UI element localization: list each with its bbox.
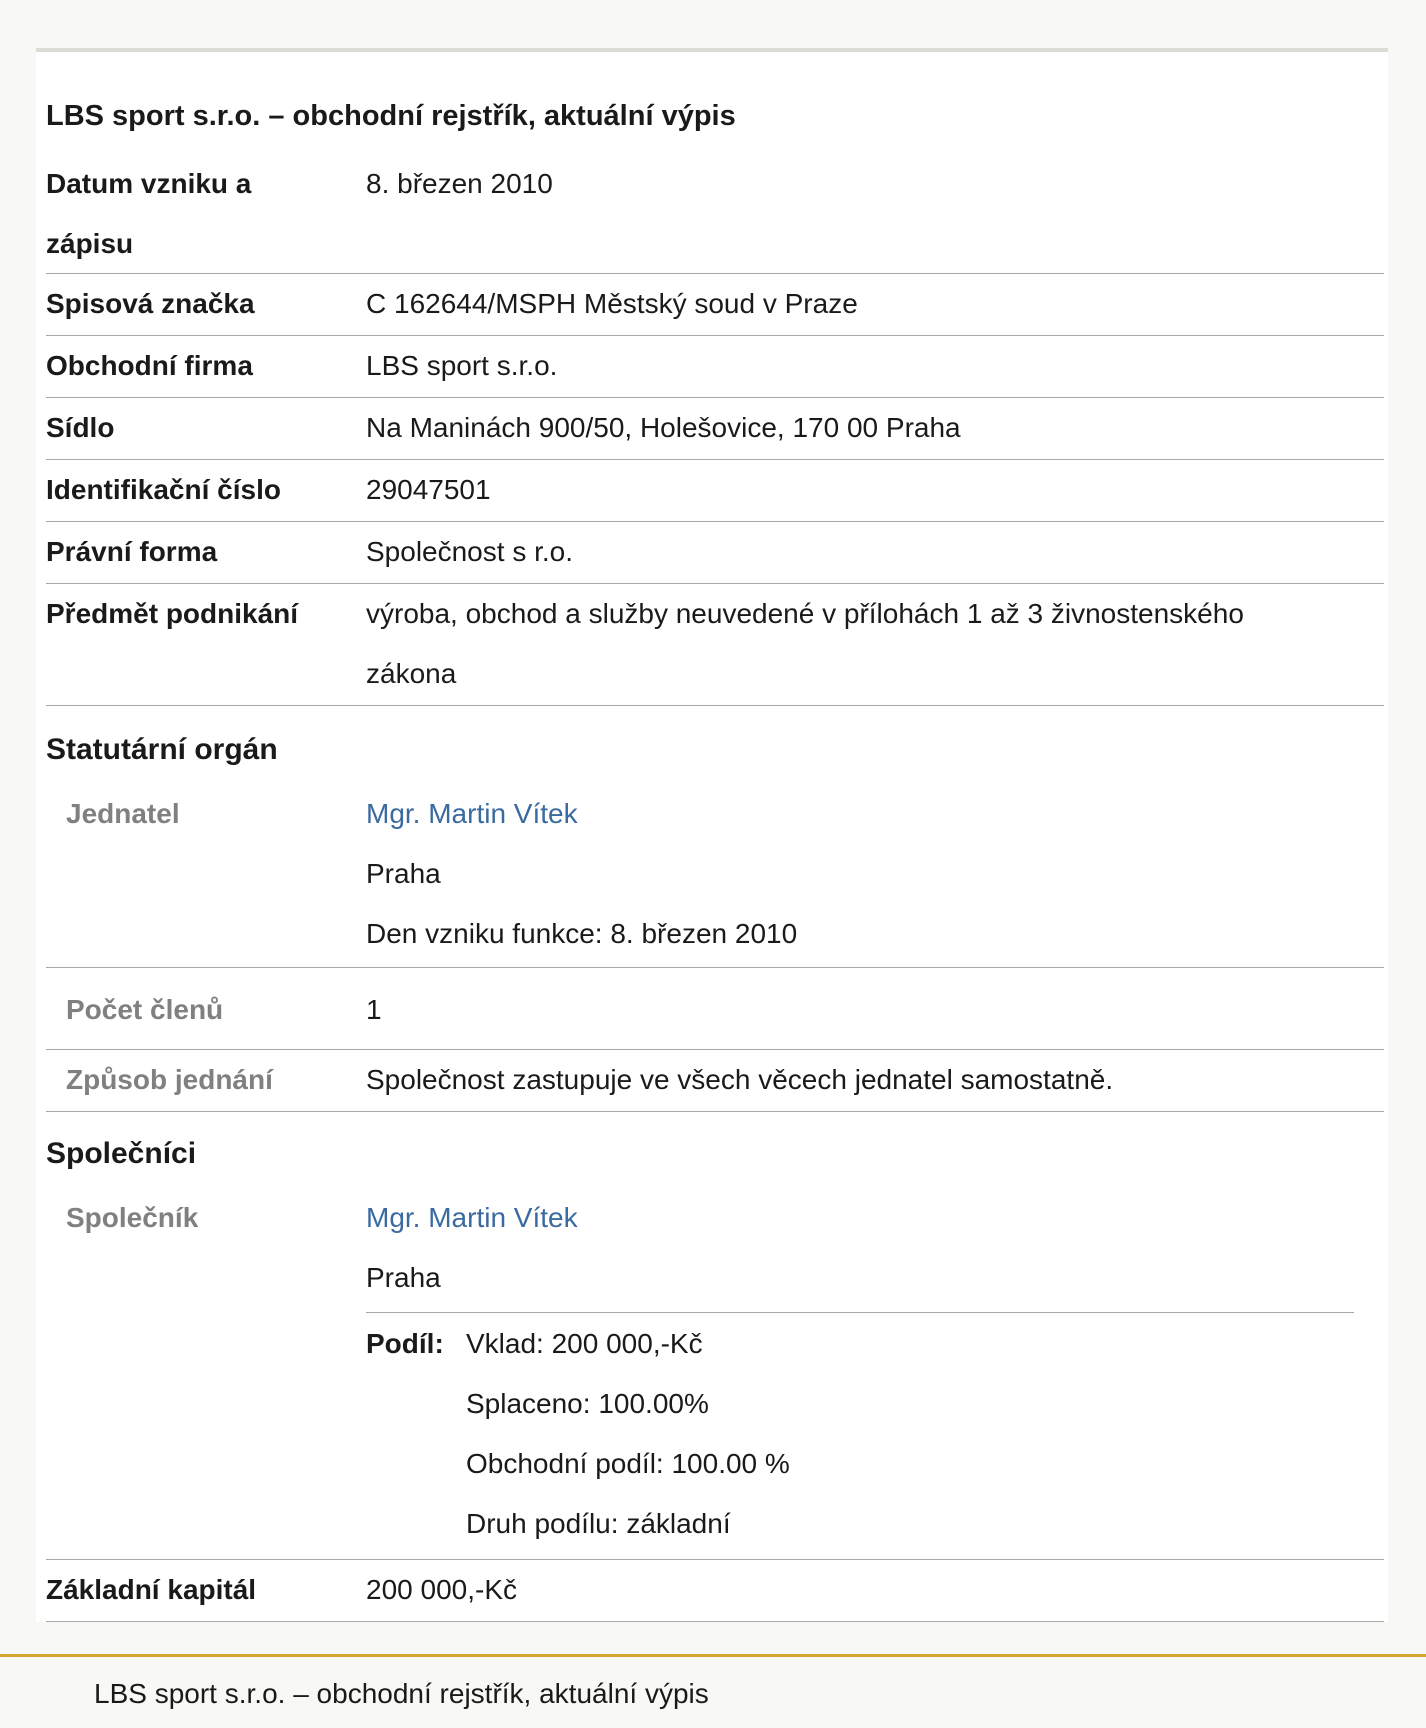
- footer-divider: [0, 1654, 1426, 1657]
- row-label: Obchodní firma: [46, 350, 253, 381]
- footer-title: LBS sport s.r.o. – obchodní rejstřík, aktuální výpis: [94, 1678, 709, 1709]
- row-value: Společnost zastupuje ve všech věcech jednatel samostatně.: [366, 1064, 1114, 1095]
- row-jednatel: [46, 784, 1384, 968]
- page-title: LBS sport s.r.o. – obchodní rejstřík, aktuální výpis: [46, 100, 736, 132]
- row-label: zápisu: [46, 228, 134, 259]
- row-label: Datum vzniku a: [46, 168, 252, 199]
- person-link[interactable]: Mgr. Martin Vítek: [366, 1202, 578, 1233]
- row-pocet: [46, 968, 1384, 1050]
- row-label: Předmět podnikání: [46, 598, 299, 629]
- row-predmet: [46, 584, 1384, 706]
- function-since: Den vzniku funkce: 8. březen 2010: [366, 918, 798, 949]
- row-kapital: [46, 1560, 1384, 1622]
- section-statutarni-heading: Statutární orgán: [46, 733, 278, 766]
- row-value: 29047501: [366, 474, 491, 505]
- row-value: C 162644/MSPH Městský soud v Praze: [366, 288, 858, 319]
- row-firma: [46, 336, 1384, 398]
- row-forma: [46, 522, 1384, 584]
- row-value: 1: [366, 994, 382, 1025]
- row-label: Identifikační číslo: [46, 474, 281, 505]
- row-value: LBS sport s.r.o.: [366, 350, 558, 381]
- row-label: Počet členů: [66, 994, 224, 1025]
- person-city: Praha: [366, 858, 441, 889]
- row-value: 200 000,-Kč: [366, 1574, 517, 1605]
- registry-card: [36, 48, 1388, 1622]
- row-label: Sídlo: [46, 412, 115, 443]
- row-value: 8. březen 2010: [366, 168, 553, 199]
- row-label: Spisová značka: [46, 288, 255, 319]
- row-label: Společník: [66, 1202, 199, 1233]
- podil-druh: Druh podílu: základní: [466, 1508, 731, 1539]
- row-value: zákona: [366, 658, 457, 689]
- podil-splaceno: Splaceno: 100.00%: [466, 1388, 709, 1419]
- row-label: Jednatel: [66, 798, 180, 829]
- row-label: Způsob jednání: [66, 1064, 273, 1095]
- row-spolecnik: [46, 1188, 1384, 1560]
- row-label: Základní kapitál: [46, 1574, 257, 1605]
- podil-vklad: Vklad: 200 000,-Kč: [466, 1328, 703, 1359]
- podil-obchodni: Obchodní podíl: 100.00 %: [466, 1448, 790, 1479]
- row-value: Společnost s r.o.: [366, 536, 574, 567]
- row-spisova: [46, 274, 1384, 336]
- person-link[interactable]: Mgr. Martin Vítek: [366, 798, 578, 829]
- row-zpusob: [46, 1050, 1384, 1112]
- person-city: Praha: [366, 1262, 441, 1293]
- row-value: Na Maninách 900/50, Holešovice, 170 00 Praha: [366, 412, 961, 443]
- row-datum: [46, 154, 1384, 274]
- podil-label: Podíl:: [366, 1328, 444, 1359]
- row-ico: [46, 460, 1384, 522]
- section-spolecnici-heading: Společníci: [46, 1137, 197, 1170]
- row-label: Právní forma: [46, 536, 218, 567]
- row-value: výroba, obchod a služby neuvedené v přílohách 1 až 3 živnostenského: [366, 598, 1244, 629]
- divider: [366, 1312, 1354, 1313]
- row-sidlo: [46, 398, 1384, 460]
